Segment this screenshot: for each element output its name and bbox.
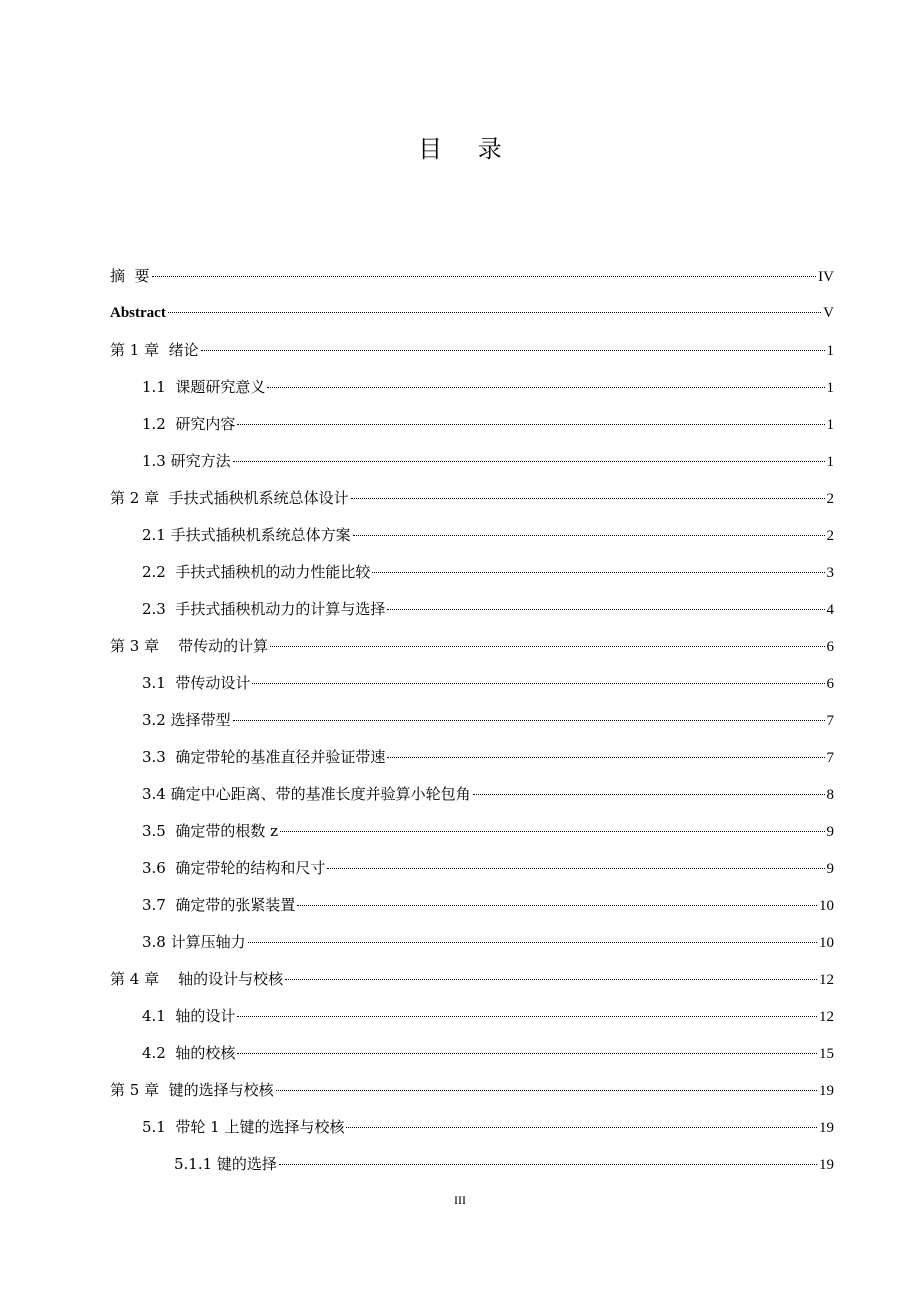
toc-entry-label: 5.1.1 键的选择: [174, 1155, 277, 1173]
toc-dot-leader: [168, 312, 821, 313]
toc-entry[interactable]: [110, 517, 834, 554]
toc-entry[interactable]: [110, 850, 834, 887]
toc-dot-leader: [387, 609, 824, 610]
toc-entry[interactable]: [110, 739, 834, 776]
toc-entry-page: 10: [819, 935, 834, 951]
toc-entry-page: 6: [826, 639, 834, 655]
toc-entry-label: 3.6 确定带轮的结构和尺寸: [142, 859, 326, 877]
toc-dot-leader: [201, 350, 825, 351]
toc-entry-label: 第 2 章 手扶式插秧机系统总体设计: [110, 489, 349, 507]
toc-entry-label: 4.2 轴的校核: [142, 1044, 236, 1062]
toc-dot-leader: [280, 831, 824, 832]
toc-dot-leader: [233, 461, 825, 462]
toc-entry-page: 7: [826, 713, 834, 729]
toc-entry-label: 5.1 带轮 1 上键的选择与校核: [142, 1118, 345, 1136]
toc-dot-leader: [270, 646, 824, 647]
toc-entry-page: 10: [819, 898, 834, 914]
toc-entry-page: 6: [826, 676, 834, 692]
toc-dot-leader: [285, 979, 817, 980]
toc-entry-label: 3.7 确定带的张紧装置: [142, 896, 296, 914]
toc-entry-label: 3.4 确定中心距离、带的基准长度并验算小轮包角: [142, 785, 471, 803]
toc-entry-page: 2: [826, 491, 834, 507]
toc-entry-label: 3.5 确定带的根数 z: [142, 822, 279, 840]
toc-dot-leader: [387, 757, 824, 758]
toc-dot-leader: [327, 868, 824, 869]
toc-dot-leader: [473, 794, 825, 795]
toc-entry[interactable]: [110, 480, 834, 517]
toc-entry-label: 摘 要: [110, 267, 150, 285]
toc-entry-label: 2.3 手扶式插秧机动力的计算与选择: [142, 600, 386, 618]
toc-entry-label: 第 1 章 绪论: [110, 341, 199, 359]
toc-entry-page: 12: [819, 1009, 834, 1025]
toc-entry[interactable]: [110, 554, 834, 591]
toc-dot-leader: [351, 498, 825, 499]
toc-entry-page: 1: [826, 343, 834, 359]
toc-entry-page: 1: [826, 380, 834, 396]
toc-dot-leader: [353, 535, 825, 536]
toc-entry-label: 2.1 手扶式插秧机系统总体方案: [142, 526, 351, 544]
toc-dot-leader: [346, 1127, 817, 1128]
toc-entry-page: 8: [826, 787, 834, 803]
toc-entry[interactable]: [110, 258, 834, 295]
toc-entry[interactable]: [110, 665, 834, 702]
toc-dot-leader: [152, 276, 817, 277]
toc-entry-page: 3: [826, 565, 834, 581]
toc-entry[interactable]: [110, 295, 834, 332]
toc-entry-label: 1.3 研究方法: [142, 452, 231, 470]
toc-entry[interactable]: [110, 776, 834, 813]
toc-dot-leader: [279, 1164, 817, 1165]
toc-entry-label: 1.2 研究内容: [142, 415, 236, 433]
toc-entry-page: 15: [819, 1046, 834, 1062]
toc-entry-page: IV: [818, 269, 834, 285]
toc-entry-label: Abstract: [110, 305, 166, 321]
toc-dot-leader: [267, 387, 824, 388]
toc-entry[interactable]: [110, 369, 834, 406]
toc-entry[interactable]: [110, 332, 834, 369]
toc-dot-leader: [372, 572, 824, 573]
toc-dot-leader: [237, 1053, 817, 1054]
toc-dot-leader: [237, 424, 824, 425]
toc-entry-label: 2.2 手扶式插秧机的动力性能比较: [142, 563, 371, 581]
toc-entry-label: 第 5 章 键的选择与校核: [110, 1081, 274, 1099]
toc-entry[interactable]: [110, 702, 834, 739]
page-number: III: [454, 1193, 466, 1207]
toc-entry[interactable]: [110, 887, 834, 924]
toc-title: 目 录: [418, 135, 516, 163]
toc-entry-page: 9: [826, 824, 834, 840]
toc-entry-label: 第 4 章 轴的设计与校核: [110, 970, 284, 988]
toc-entry-page: 4: [826, 602, 834, 618]
toc-entry-page: 9: [826, 861, 834, 877]
toc-dot-leader: [237, 1016, 817, 1017]
toc-entry[interactable]: [110, 628, 834, 665]
toc-dot-leader: [248, 942, 817, 943]
toc-entry[interactable]: [110, 591, 834, 628]
table-of-contents: [110, 258, 834, 1183]
toc-dot-leader: [233, 720, 825, 721]
toc-entry[interactable]: [110, 406, 834, 443]
toc-entry[interactable]: [110, 813, 834, 850]
toc-entry[interactable]: [110, 443, 834, 480]
toc-entry[interactable]: [110, 1146, 834, 1183]
toc-dot-leader: [297, 905, 817, 906]
toc-entry[interactable]: [110, 961, 834, 998]
toc-dot-leader: [276, 1090, 817, 1091]
toc-entry-page: 2: [826, 528, 834, 544]
toc-entry-page: 12: [819, 972, 834, 988]
toc-entry-label: 1.1 课题研究意义: [142, 378, 266, 396]
toc-entry[interactable]: [110, 1109, 834, 1146]
toc-dot-leader: [252, 683, 824, 684]
toc-entry[interactable]: [110, 1072, 834, 1109]
toc-entry-page: 1: [826, 454, 834, 470]
toc-entry-label: 第 3 章 带传动的计算: [110, 637, 269, 655]
toc-entry[interactable]: [110, 998, 834, 1035]
toc-entry-page: 1: [826, 417, 834, 433]
toc-entry-label: 3.8 计算压轴力: [142, 933, 246, 951]
toc-entry-page: 19: [819, 1157, 834, 1173]
toc-entry[interactable]: [110, 1035, 834, 1072]
toc-entry-page: V: [823, 305, 834, 321]
toc-entry-page: 19: [819, 1120, 834, 1136]
toc-entry-label: 3.3 确定带轮的基准直径并验证带速: [142, 748, 386, 766]
toc-entry-page: 7: [826, 750, 834, 766]
toc-entry-label: 4.1 轴的设计: [142, 1007, 236, 1025]
toc-entry-label: 3.1 带传动设计: [142, 674, 251, 692]
toc-entry-label: 3.2 选择带型: [142, 711, 231, 729]
toc-entry-page: 19: [819, 1083, 834, 1099]
toc-entry[interactable]: [110, 924, 834, 961]
